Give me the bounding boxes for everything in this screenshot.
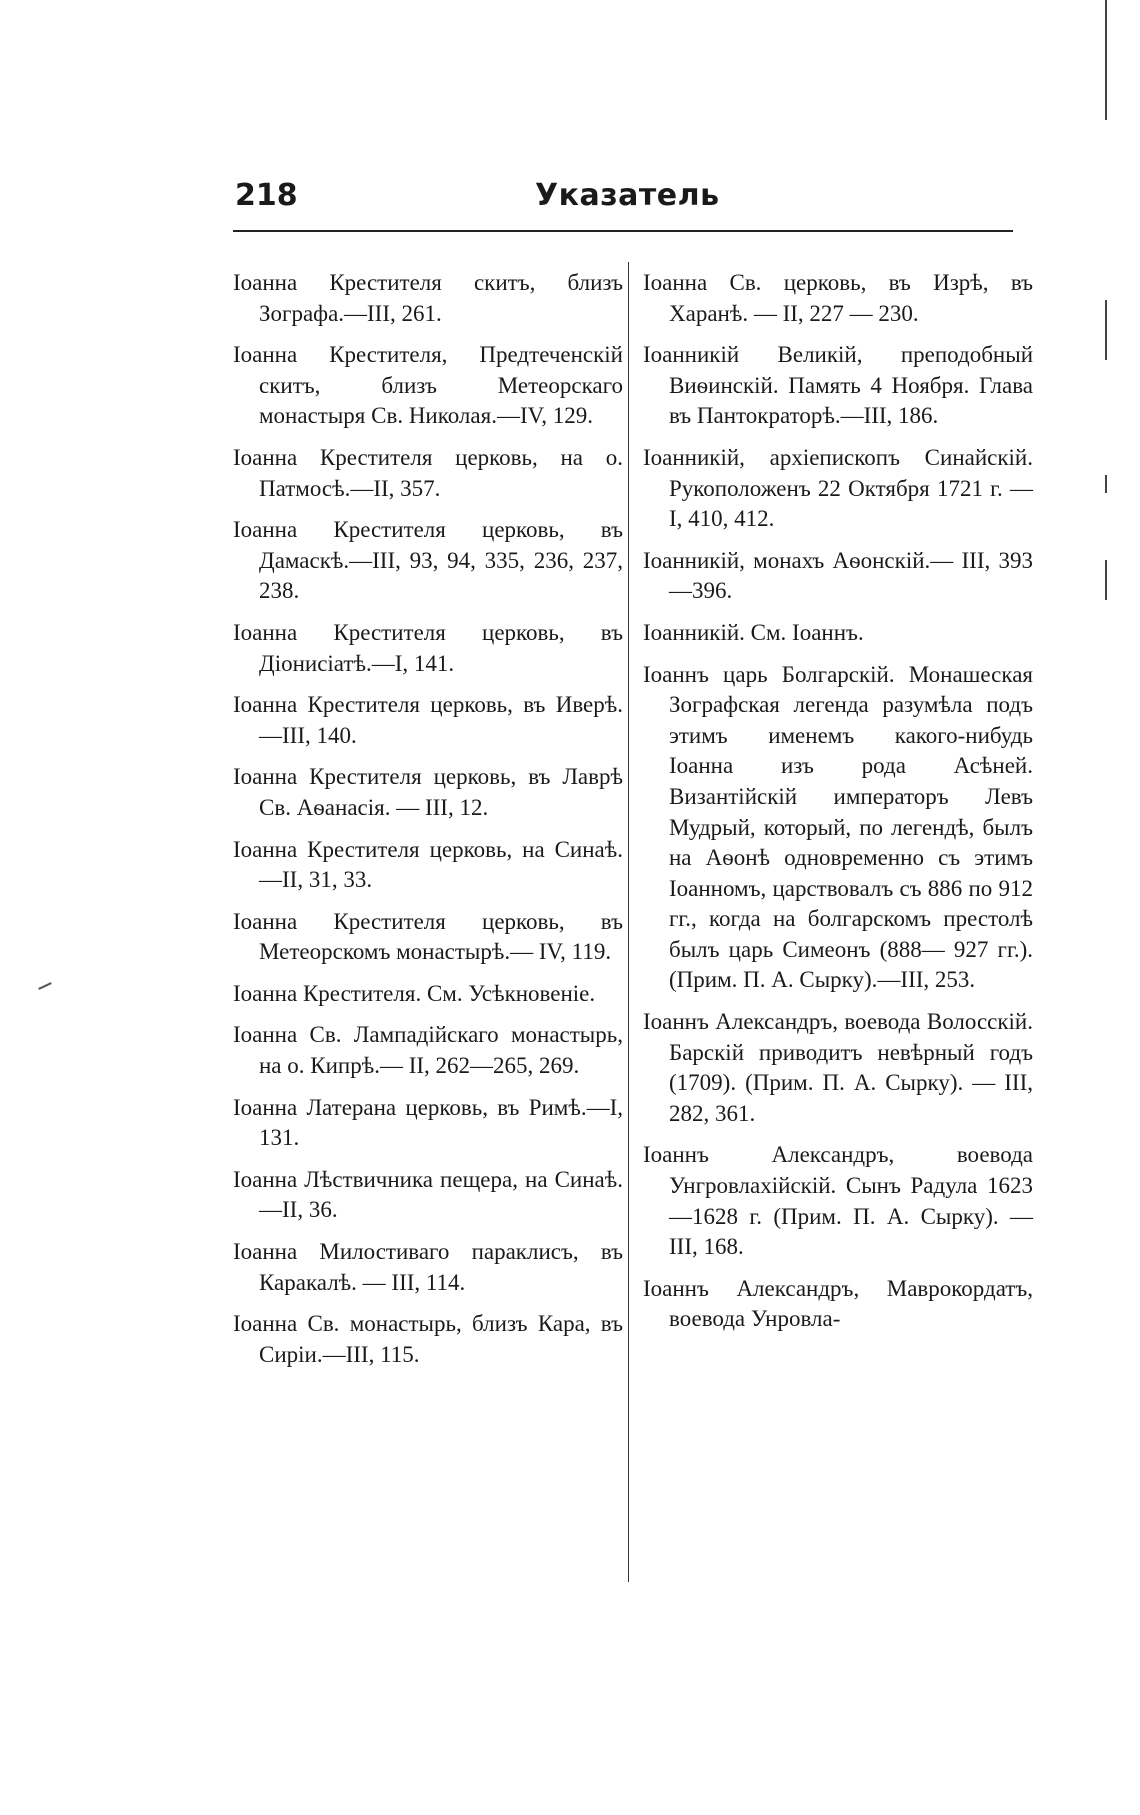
index-entry: Іоанна Латерана церковь, въ Римѣ.—I, 131. <box>233 1094 623 1151</box>
index-entry: Іоанна Милостиваго параклисъ, въ Каракалѣ. — III, 114. <box>233 1239 623 1295</box>
index-entry: Іоаннъ Александръ, Маврокордатъ, воевода Унровла- <box>643 1275 1033 1332</box>
column-divider <box>628 262 629 1582</box>
index-entry: Іоанникій, архіепископъ Синайскій. Рукоположенъ 22 Октября 1721 г. — I, 410, 412. <box>643 444 1033 532</box>
index-entry: Іоанна Св. Лампадійскаго монастырь, на о. Кипрѣ.— II, 262—265, 269. <box>233 1022 623 1079</box>
index-entry: Іоанна Крестителя церковь, въ Метеорскомъ монастырѣ.— IV, 119. <box>233 908 623 965</box>
scan-speck <box>38 982 52 990</box>
scan-edge-line <box>1105 475 1107 493</box>
header-rule <box>233 230 1013 232</box>
index-entry: Іоанна Крестителя церковь, на о. Патмосѣ.—II, 357. <box>233 444 623 501</box>
index-entry: Іоанникій Великій, преподобный Виѳинскій. Память 4 Ноября. Глава въ Пантократорѣ.—III, 186. <box>643 342 1033 429</box>
index-entry: Іоанникій, монахъ Аѳонскій.— III, 393—396. <box>643 547 1033 604</box>
index-entry: Іоанникій. См. Іоаннъ. <box>643 619 864 645</box>
index-entry: Іоанна Св. церковь, въ Изрѣ, въ Харанѣ. — II, 227 — 230. <box>643 270 1033 326</box>
index-entry: Іоанна Крестителя скитъ, близъ Зографа.—III, 261. <box>233 270 623 326</box>
scan-edge-marks <box>1105 0 1113 640</box>
running-title: Указатель <box>535 178 720 213</box>
index-entry: Іоанна Крестителя церковь, въ Иверѣ.—III, 140. <box>233 692 623 748</box>
index-entry: Іоанна Крестителя церковь, въ Діонисіатѣ.—I, 141. <box>233 619 623 676</box>
index-entry: Іоаннъ Александръ, воевода Волосскій. Барскій приводитъ невѣрный годъ (1709). (Прим. П. А. Сырку). — III, 282, 361. <box>643 1009 1033 1126</box>
index-entry: Іоаннъ Александръ, воевода Унгровлахійскій. Сынъ Радула 1623—1628 г. (Прим. П. А. Сырку). — III, 168. <box>643 1142 1033 1260</box>
page-number: 218 <box>235 178 298 213</box>
index-entry: Іоаннъ царь Болгарскій. Монашеская Зографская легенда разумѣла подъ этимъ именемъ какого-нибудь Іоанна изъ рода Асѣней. Византійскій императоръ Левъ Мудрый, который, по легендѣ, былъ на Аѳонѣ одновременно съ этимъ Іоанномъ, царствовалъ съ 886 по 912 гг., когда на болгарскомъ престолѣ былъ царь Симеонъ (888— 927 гг.). (Прим. П. А. Сырку).—III, 253. <box>643 661 1033 993</box>
index-entry: Іоанна Крестителя церковь, въ Лаврѣ Св. Аѳанасія. — III, 12. <box>233 764 623 820</box>
page-header <box>235 178 1015 228</box>
index-entry: Іоанна Крестителя. См. Усѣкновеніе. <box>233 980 596 1006</box>
scan-edge-line <box>1105 300 1107 360</box>
index-entry: Іоанна Лѣствичника пещера, на Синаѣ.—II, 36. <box>233 1166 623 1223</box>
scan-edge-line <box>1105 560 1107 600</box>
index-entry: Іоанна Крестителя, Предтеченскій скитъ, близъ Метеорскаго монастыря Св. Николая.—IV, 129. <box>233 342 623 429</box>
left-column <box>233 268 623 1381</box>
index-entry: Іоанна Крестителя церковь, въ Дамаскѣ.—III, 93, 94, 335, 236, 237, 238. <box>233 517 623 604</box>
index-entry: Іоанна Крестителя церковь, на Синаѣ.—II, 31, 33. <box>233 836 623 893</box>
scan-edge-line <box>1105 0 1107 120</box>
index-entry: Іоанна Св. монастырь, близъ Кара, въ Сиріи.—III, 115. <box>233 1311 623 1367</box>
right-column <box>643 268 1033 1346</box>
